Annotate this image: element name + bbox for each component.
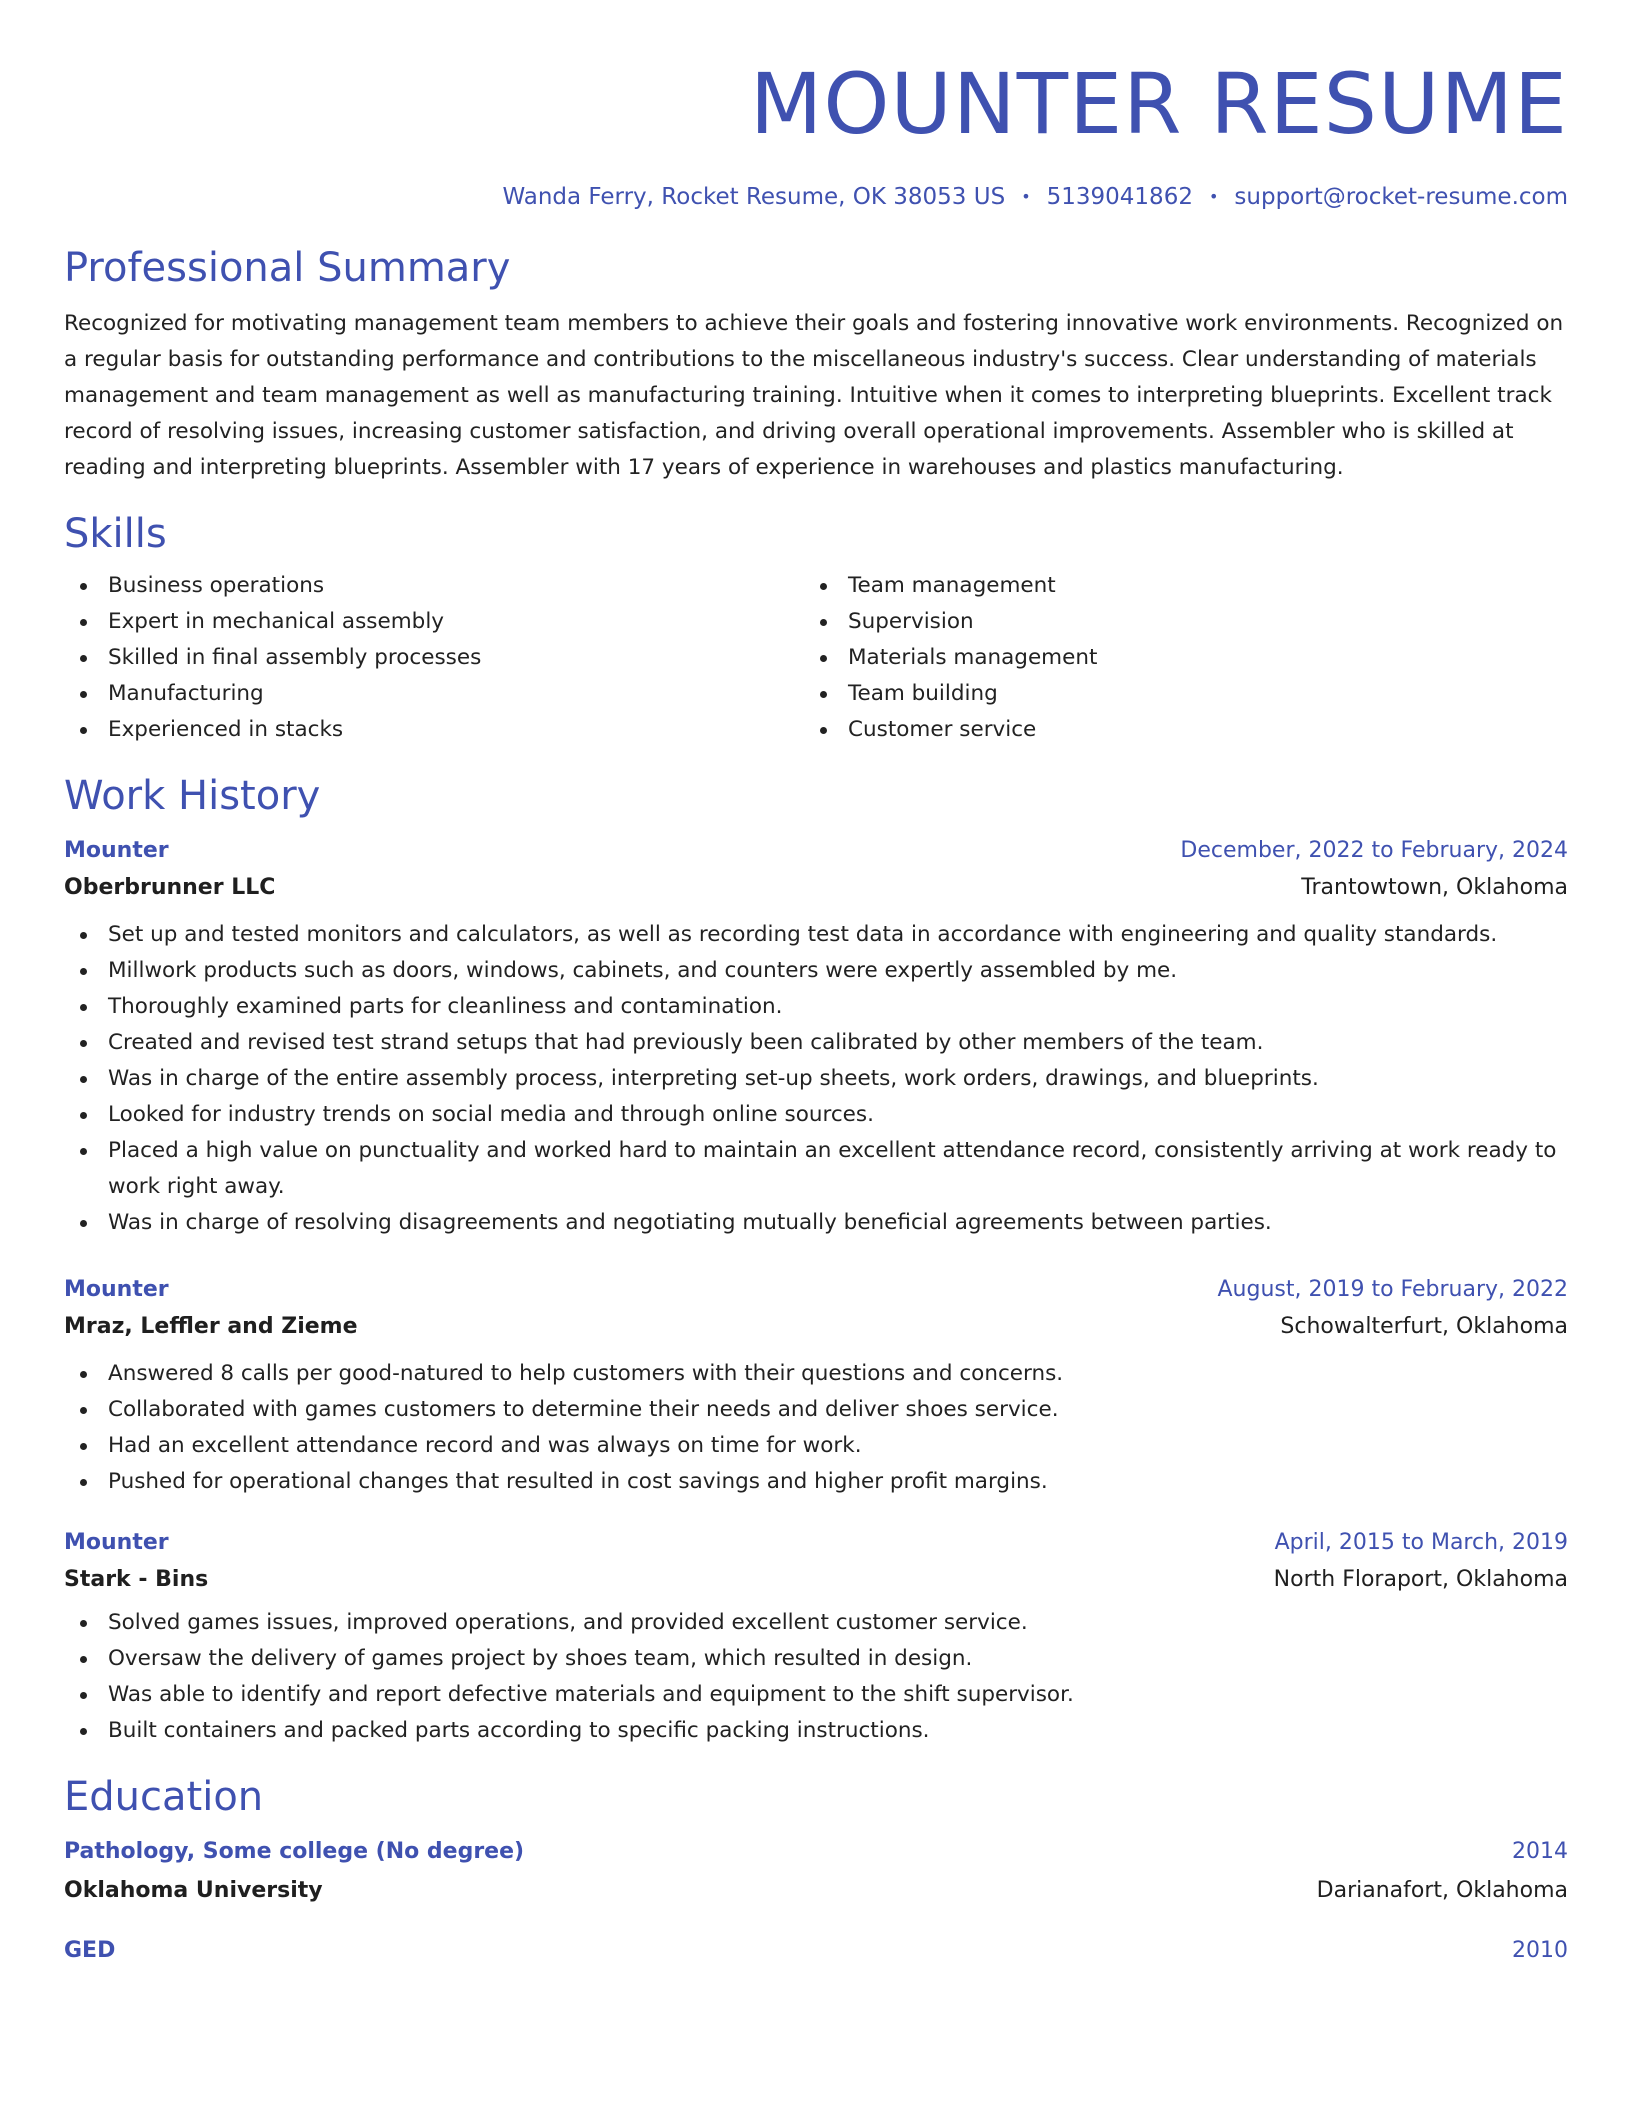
education-degree: GED: [64, 1938, 116, 1963]
job-bullets: [64, 1356, 1568, 1500]
skill-item: Manufacturing: [64, 676, 804, 712]
job-dates: April, 2015 to March, 2019: [1274, 1530, 1568, 1555]
job-role: Mounter: [64, 1530, 169, 1555]
job-bullet: Placed a high value on punctuality and worked hard to maintain an excellent attendance record, consistently arriving at work ready to work right away.: [64, 1133, 1568, 1205]
contact-line: [64, 182, 1568, 212]
job-location: North Floraport, Oklahoma: [1273, 1567, 1568, 1592]
job-bullet: Was able to identify and report defective materials and equipment to the shift supervisor.: [64, 1677, 1568, 1713]
skill-item: Expert in mechanical assembly: [64, 604, 804, 640]
job-location: Schowalterfurt, Oklahoma: [1280, 1314, 1568, 1339]
summary-text: Recognized for motivating management team members to achieve their goals and fostering innovative work environments. Recognized on a regular basis for outstanding performance and contributions to the miscellaneous industry's success. Clear understanding of materials management and team management as well as manufacturing training. Intuitive when it comes to interpreting blueprints. Excellent track record of resolving issues, increasing customer satisfaction, and driving overall operational improvements. Assembler who is skilled at reading and interpreting blueprints. Assembler with 17 years of experience in warehouses and plastics manufacturing.: [64, 311, 1564, 480]
education-year: 2010: [1512, 1938, 1568, 1963]
job-header-row: [64, 1275, 1568, 1305]
job-company: Mraz, Leffler and Zieme: [64, 1314, 358, 1339]
job-header-row: [64, 1528, 1568, 1558]
work-history-heading: Work History: [64, 773, 321, 819]
job-bullet: Pushed for operational changes that resulted in cost savings and higher profit margins.: [64, 1464, 1568, 1500]
skill-item: Experienced in stacks: [64, 712, 804, 748]
job-role: Mounter: [64, 838, 169, 863]
education-degree: Pathology, Some college (No degree): [64, 1839, 525, 1864]
job-bullet: Oversaw the delivery of games project by shoes team, which resulted in design.: [64, 1641, 1568, 1677]
job-bullet: Set up and tested monitors and calculators, as well as recording test data in accordance with engineering and quality standards.: [64, 917, 1568, 953]
job-company: Oberbrunner LLC: [64, 875, 276, 900]
resume-page: [64, 0, 1568, 1966]
education-heading: Education: [64, 1774, 264, 1820]
education-entry: [64, 1936, 1568, 1966]
job-bullets: [64, 917, 1568, 1241]
education-header-row: [64, 1936, 1568, 1966]
job-header-row: [64, 836, 1568, 866]
job-bullet: Thoroughly examined parts for cleanliness and contamination.: [64, 989, 1568, 1025]
job-bullet: Solved games issues, improved operations, and provided excellent customer service.: [64, 1605, 1568, 1641]
job-company-row: [64, 873, 1568, 903]
job-bullet: Collaborated with games customers to determine their needs and deliver shoes service.: [64, 1392, 1568, 1428]
skill-item: Materials management: [804, 640, 1544, 676]
skills-list: [64, 568, 1568, 748]
job-bullet: Built containers and packed parts according to specific packing instructions.: [64, 1713, 1568, 1749]
skills-column-left: [64, 568, 804, 748]
job-bullet: Had an excellent attendance record and was always on time for work.: [64, 1428, 1568, 1464]
job-company-row: [64, 1312, 1568, 1342]
education-school-row: [64, 1876, 1568, 1906]
education-header-row: [64, 1837, 1568, 1867]
education-entry: [64, 1837, 1568, 1906]
summary-heading: Professional Summary: [64, 245, 511, 291]
skill-item: Skilled in final assembly processes: [64, 640, 804, 676]
job-bullet: Created and revised test strand setups that had previously been calibrated by other members of the team.: [64, 1025, 1568, 1061]
skills-column-right: [804, 568, 1544, 748]
contact-address: Wanda Ferry, Rocket Resume, OK 38053 US: [502, 184, 1006, 210]
skill-item: Business operations: [64, 568, 804, 604]
job-location: Trantowtown, Oklahoma: [1301, 875, 1568, 900]
contact-separator: •: [1021, 187, 1031, 206]
job-bullet: Was in charge of the entire assembly process, interpreting set-up sheets, work orders, drawings, and blueprints.: [64, 1061, 1568, 1097]
skill-item: Team management: [804, 568, 1544, 604]
job-bullet: Millwork products such as doors, windows, cabinets, and counters were expertly assembled by me.: [64, 953, 1568, 989]
skill-item: Team building: [804, 676, 1544, 712]
job-company-row: [64, 1565, 1568, 1595]
job-company: Stark - Bins: [64, 1567, 209, 1592]
education-year: 2014: [1512, 1839, 1568, 1864]
job-entry: [64, 836, 1568, 1241]
job-bullet: Looked for industry trends on social media and through online sources.: [64, 1097, 1568, 1133]
education-location: Darianafort, Oklahoma: [1316, 1878, 1568, 1903]
contact-phone: 5139041862: [1046, 184, 1193, 210]
job-entry: [64, 1275, 1568, 1500]
education-school: Oklahoma University: [64, 1878, 323, 1903]
resume-title: MOUNTER RESUME: [749, 55, 1568, 153]
skill-item: Supervision: [804, 604, 1544, 640]
job-bullet: Was in charge of resolving disagreements and negotiating mutually beneficial agreements between parties.: [64, 1205, 1568, 1241]
job-dates: August, 2019 to February, 2022: [1217, 1277, 1568, 1302]
job-dates: December, 2022 to February, 2024: [1180, 838, 1568, 863]
job-bullet: Answered 8 calls per good-natured to help customers with their questions and concerns.: [64, 1356, 1568, 1392]
job-bullets: [64, 1605, 1568, 1749]
job-role: Mounter: [64, 1277, 169, 1302]
contact-email[interactable]: support@rocket-resume.com: [1234, 184, 1568, 210]
skills-heading: Skills: [64, 511, 167, 557]
skill-item: Customer service: [804, 712, 1544, 748]
contact-separator: •: [1208, 187, 1219, 206]
job-entry: [64, 1528, 1568, 1749]
